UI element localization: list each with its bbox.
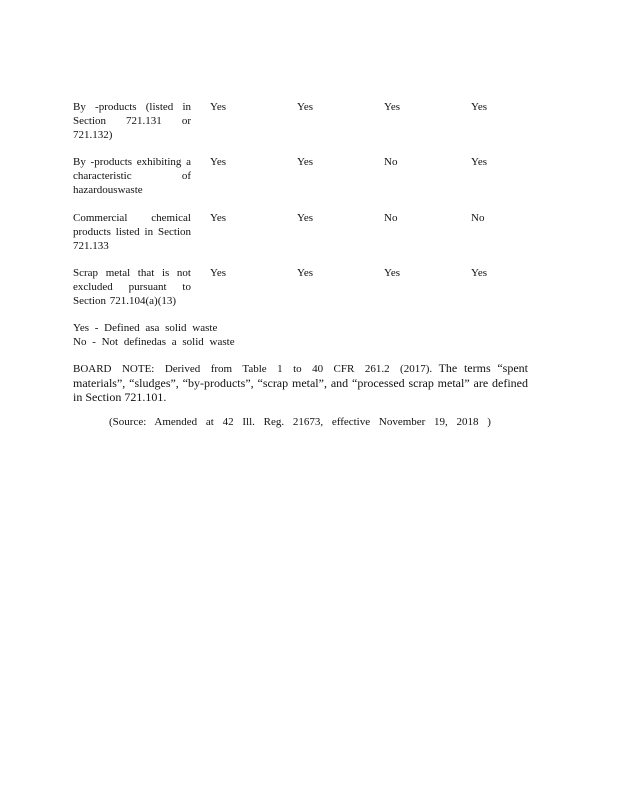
cell-value: Yes [471,267,488,279]
cell-value: Yes [471,101,488,113]
cell-value: Yes [297,267,314,279]
cell-value: Yes [210,212,227,224]
legend [73,321,235,349]
cell-value: Yes [297,212,314,224]
cell-value: No [384,212,398,224]
cell-value: No [471,212,485,224]
row-label: Commercial chemical products listed in Section 721.133 [73,212,191,252]
cell-value: Yes [471,156,488,168]
board-note-lead: BOARD NOTE: Derived from Table 1 to 40 CFR 261.2 (2017). [73,363,433,375]
row-label: Scrap metal that is not excluded pursuant to Section 721.104(a)(13) [73,267,191,307]
cell-value: Yes [210,156,227,168]
board-note-body: The terms “spent materials”, “sludges”, “by-products”, “scrap metal”, and “processed scrap metal” are defined in Section 721.101. [73,361,528,404]
cell-value: Yes [297,156,314,168]
source-note: (Source: Amended at 42 Ill. Reg. 21673, effective November 19, 2018 ) [109,416,491,428]
cell-value: Yes [210,101,227,113]
row-label: By -products (listed in Section 721.131 or 721.132) [73,101,191,141]
cell-value: No [384,156,398,168]
row-label: By -products exhibiting a characteristic of hazardouswaste [73,156,191,196]
cell-value: Yes [384,267,401,279]
legend-yes: Yes - Defined asa solid waste [73,322,218,334]
legend-no: No - Not definedas a solid waste [73,336,235,348]
cell-value: Yes [384,101,401,113]
cell-value: Yes [210,267,227,279]
board-note [73,362,528,406]
cell-value: Yes [297,101,314,113]
